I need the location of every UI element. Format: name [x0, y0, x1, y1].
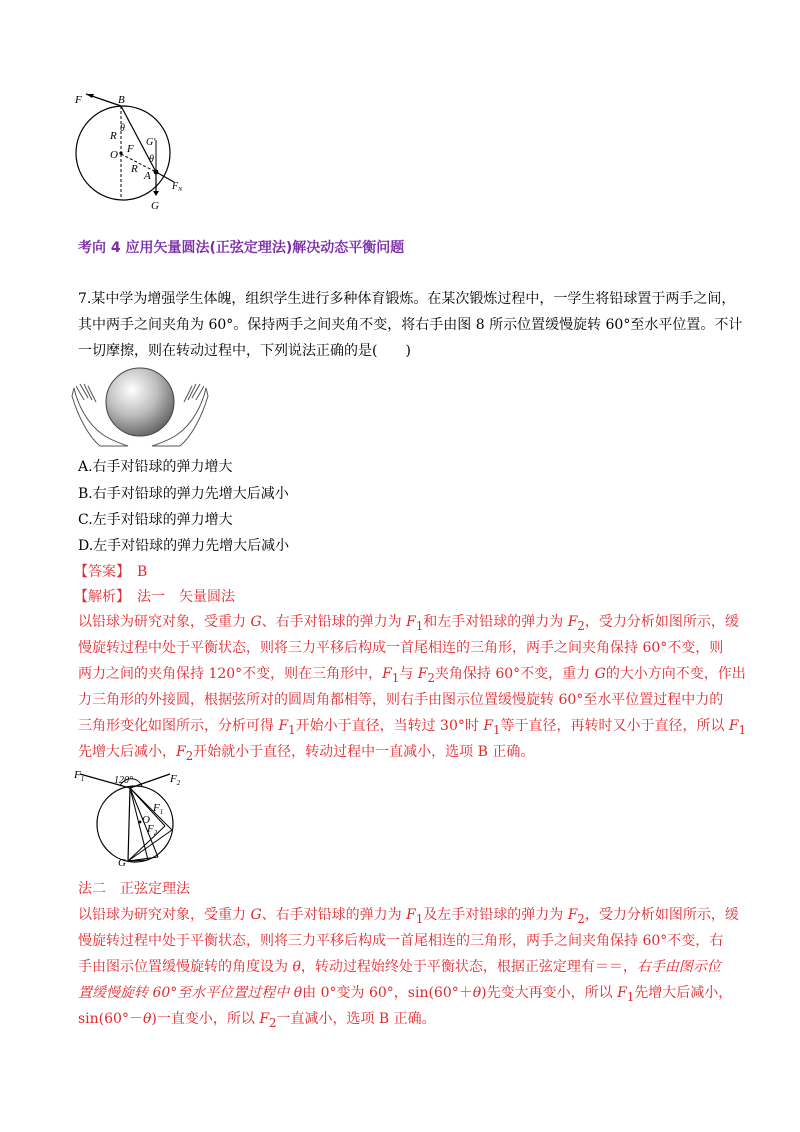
- g-vector: [128, 788, 130, 861]
- analysis-m2-line-3: 手由图示位置缓慢旋转的角度设为 θ，转动过程始终处于平衡状态，根据正弦定理有＝＝，右手由图示位: [78, 959, 721, 975]
- label-g: G: [151, 200, 159, 212]
- analysis-label: 【解析】: [74, 589, 123, 605]
- arrowhead-g: [153, 191, 159, 196]
- shot-put-ball: [106, 368, 174, 436]
- point-a: [154, 170, 159, 175]
- method2-title: 法二 正弦定理法: [78, 881, 190, 897]
- label-a: A: [144, 170, 151, 182]
- label-theta-1: θ: [120, 123, 125, 134]
- option-d: D.左手对铅球的弹力先增大后减小: [78, 538, 290, 554]
- analysis-m1-line-1: 以铅球为研究对象，受重力 G、右手对铅球的弹力为 $F_1$和左手对铅球的弹力为 $F_2$，受力分析如图所示，缓: [78, 614, 739, 633]
- analysis-m1-line-4: 力三角形的外接圆，根据弦所对的圆周角都相等，则右手由图示位置缓慢旋转 60°至水平位置过程中力的: [78, 692, 724, 708]
- analysis-m2-line-1: 以铅球为研究对象，受重力 G、右手对铅球的弹力为 $F_1$及左手对铅球的弹力为 $F_2$，受力分析如图所示，缓: [78, 907, 739, 926]
- option-b: B.右手对铅球的弹力先增大后减小: [78, 486, 289, 502]
- label-f-top: F: [75, 94, 82, 106]
- point-o-fig3: [139, 821, 142, 824]
- analysis-m1-line-5: 三角形变化如图所示，分析可得 $F_1$开始小于直径，当转过 30°时 $F_1$等于直径，再转时又小于直径，所以 $F_1$: [78, 718, 747, 737]
- point-o: [119, 151, 122, 154]
- label-r-2: R: [131, 163, 138, 175]
- label-f2-outer: $F_2$: [170, 773, 181, 787]
- label-f1-outer: $F_1$: [74, 769, 85, 783]
- answer-label: 【答案】: [74, 564, 123, 580]
- label-fn: $F_N$: [172, 181, 183, 193]
- label-f1-inner: $F_1$: [153, 802, 164, 816]
- option-a: A.右手对铅球的弹力增大: [78, 459, 233, 475]
- force-triangle-diagram: [70, 768, 200, 868]
- label-o-fig3: O: [142, 814, 150, 826]
- label-f2-inner: $F_2$: [147, 823, 158, 837]
- analysis-m1-line-2: 慢旋转过程中处于平衡状态，则将三力平移后构成一首尾相连的三角形，两手之间夹角保持 60°不变，则: [78, 640, 724, 656]
- label-r-1: R: [110, 130, 117, 142]
- question-line-3: 一切摩擦，则在转动过程中，下列说法正确的是( ): [78, 343, 411, 359]
- question-line-2: 其中两手之间夹角为 60°。保持两手之间夹角不变，将右手由图 8 所示位置缓慢旋转 60°至水平位置。不计: [78, 317, 743, 333]
- label-f-mid: F: [127, 143, 134, 155]
- section-title: 考向 4 应用矢量圆法(正弦定理法)解决动态平衡问题: [78, 240, 405, 256]
- question-line-1: 7.某中学为增强学生体魄，组织学生进行多种体育锻炼。在某次锻炼过程中，一学生将铅球置于两手之间，: [78, 291, 736, 307]
- answer-row: [74, 565, 147, 579]
- circumcircle: [97, 786, 173, 862]
- analysis-m1-line-3: 两力之间的夹角保持 120°不变，则在三角形中，$F_1$与 $F_2$夹角保持 60°不变，重力 G的大小方向不变，作出: [78, 666, 746, 685]
- shot-put-hands-image: [70, 366, 210, 448]
- analysis-m1-line-6: 先增大后减小，$F_2$开始就小于直径，转动过程中一直减小，选项 B 正确。: [78, 744, 535, 763]
- label-theta-2: θ: [149, 154, 154, 165]
- label-g-prime: G′: [146, 137, 156, 148]
- label-g-fig3: G: [118, 857, 126, 868]
- left-fingers: [76, 384, 96, 402]
- label-angle: 120°: [114, 775, 133, 786]
- right-fingers: [184, 384, 204, 402]
- analysis-header: [74, 590, 235, 604]
- analysis-m2-line-2: 慢旋转过程中处于平衡状态，则将三力平移后构成一首尾相连的三角形，两手之间夹角保持 60°不变，右: [78, 933, 724, 949]
- option-c: C.左手对铅球的弹力增大: [78, 512, 233, 528]
- arrowhead-f: [86, 94, 94, 98]
- answer-value: B: [137, 564, 148, 580]
- f2-arrow-outer: [130, 774, 170, 788]
- analysis-m2-line-4: 置缓慢旋转 60°至水平位置过程中 θ由 0°变为 60°，sin(60°＋θ)先变大再变小，所以 $F_1$先增大后减小，: [78, 985, 733, 1004]
- analysis-m2-line-5: sin(60°－θ)一直变小，所以 $F_2$一直减小，选项 B 正确。: [78, 1011, 436, 1030]
- method1-title: 法一 矢量圆法: [137, 589, 235, 605]
- label-b: B: [118, 94, 125, 106]
- label-o: O: [110, 149, 118, 161]
- force-diagram-circle: [70, 92, 200, 217]
